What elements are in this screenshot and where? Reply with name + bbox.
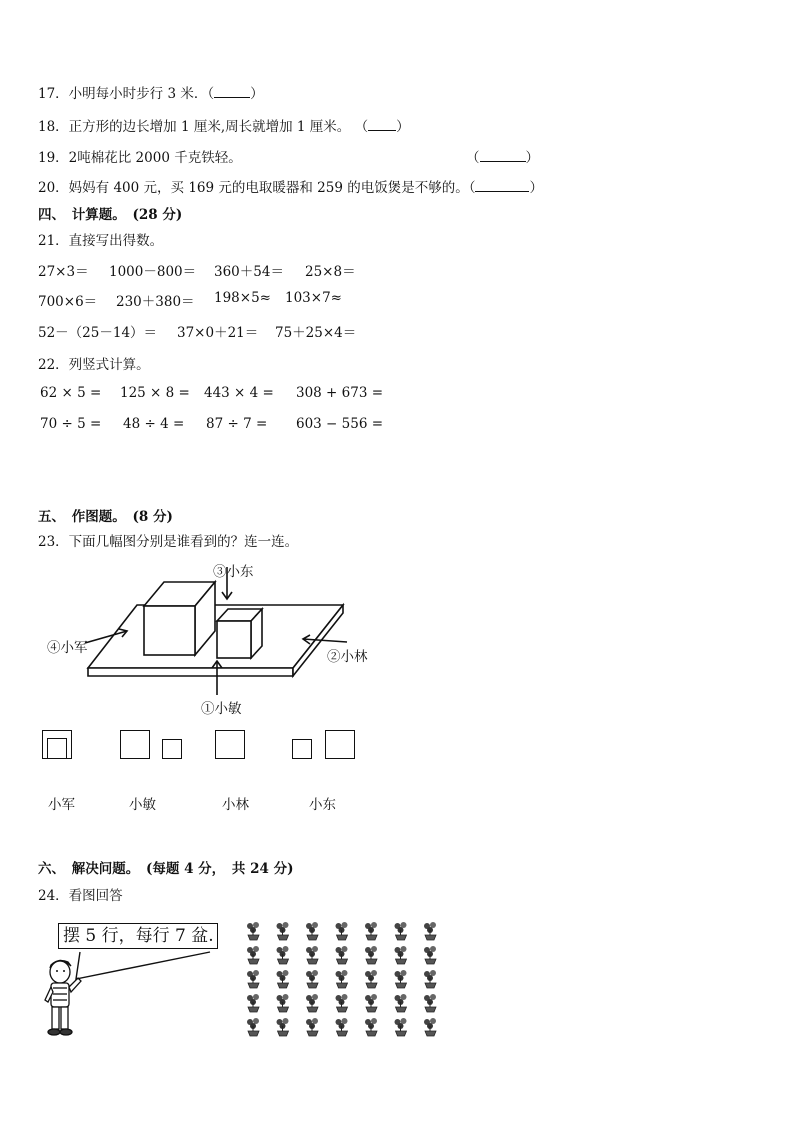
judge-item-18 <box>38 115 410 135</box>
q21-title: 21．直接写出得数。 <box>38 233 164 249</box>
vertical-calc-item: 125 × 8 = <box>120 385 190 401</box>
vertical-calc-item: 87 ÷ 7 = <box>206 416 268 432</box>
judge-item-20-text: 20．妈妈有 400 元，买 169 元的电取暖器和 259 的电饭煲是不够的。（ <box>38 180 476 196</box>
flower-pot-icon <box>247 994 259 1012</box>
flower-pot-icon <box>365 922 377 940</box>
viewer-top-label: ③小东 <box>213 564 254 580</box>
flower-pot-icon <box>277 1018 289 1036</box>
q21-row-2 <box>38 290 758 310</box>
q24-title: 24．看图回答 <box>38 888 123 904</box>
q21-row-1 <box>38 260 758 280</box>
answer-blank[interactable] <box>214 85 250 98</box>
q22-row-2 <box>38 416 758 436</box>
flower-pot-icon <box>395 970 407 988</box>
oral-calc-item: 37×0＋21＝ <box>177 325 259 341</box>
flower-pot-icon <box>424 922 436 940</box>
q22-row-1 <box>38 385 758 405</box>
paren-close: ） <box>396 119 410 135</box>
answer-blank[interactable] <box>480 149 526 162</box>
viewer-left-label: ④小军 <box>47 640 88 656</box>
judge-item-19-answer <box>466 146 539 166</box>
vertical-calc-item: 70 ÷ 5 = <box>40 416 102 432</box>
flower-pot-icon <box>395 994 407 1012</box>
flower-pot-icon <box>365 946 377 964</box>
big-cube-front <box>144 606 195 655</box>
oral-calc-item: 52－（25－14）＝ <box>38 325 158 341</box>
answer-blank[interactable] <box>475 179 529 192</box>
flower-pot-icon <box>365 994 377 1012</box>
speech-bubble: 摆 5 行，每行 7 盆. <box>58 923 218 949</box>
paren-close: ） <box>529 180 543 196</box>
flower-pot-icon <box>306 922 318 940</box>
flower-pot-icon <box>424 994 436 1012</box>
small-cube-front <box>217 621 251 658</box>
flower-pot-icon <box>306 970 318 988</box>
oral-calc-item: 360＋54＝ <box>214 264 284 280</box>
section-4-title: 四、 计算题。 (28 分) <box>38 207 183 223</box>
oral-calc-item: 25×8＝ <box>305 264 356 280</box>
flower-pot-icon <box>247 922 259 940</box>
vertical-calc-item: 62 × 5 = <box>40 385 102 401</box>
oral-calc-item: 198×5≈ <box>214 290 271 306</box>
vertical-calc-item: 443 × 4 = <box>204 385 274 401</box>
viewer-right-label: ②小林 <box>327 649 368 665</box>
section-5-title: 五、 作图题。 (8 分) <box>38 509 173 525</box>
q21-row-3 <box>38 321 758 341</box>
view-xiaolin[interactable] <box>215 730 245 759</box>
flower-pot-icon <box>395 1018 407 1036</box>
flower-pot-grid <box>238 918 438 1040</box>
flower-pot-icon <box>306 994 318 1012</box>
view-label: 小敏 <box>129 797 156 813</box>
judge-item-17-text: 17．小明每小时步行 3 米．（ <box>38 86 215 102</box>
oral-calc-item: 1000－800＝ <box>109 264 197 280</box>
answer-blank[interactable] <box>368 118 396 131</box>
judge-item-18-text: 18．正方形的边长增加 1 厘米,周长就增加 1 厘米。 （ <box>38 119 369 135</box>
paren-close: ） <box>525 150 539 166</box>
flower-pot-icon <box>365 1018 377 1036</box>
flower-pot-icon <box>277 946 289 964</box>
flower-pot-icon <box>306 946 318 964</box>
flower-pot-icon <box>277 922 289 940</box>
oral-calc-item: 700×6＝ <box>38 294 98 310</box>
flower-pot-icon <box>365 970 377 988</box>
flower-pot-icon <box>306 1018 318 1036</box>
judge-item-20 <box>38 176 543 196</box>
flower-pot-icon <box>336 946 348 964</box>
flower-pot-icon <box>336 970 348 988</box>
vertical-calc-item: 308 + 673 = <box>296 385 384 401</box>
view-xiaojun[interactable] <box>42 730 72 759</box>
flower-pot-icon <box>247 1018 259 1036</box>
view-xiaodong-big[interactable] <box>325 730 355 759</box>
section-6-title: 六、 解决问题。 (每题 4 分， 共 24 分) <box>38 861 294 877</box>
view-xiaodong-small[interactable] <box>292 739 312 759</box>
flower-pot-icon <box>277 970 289 988</box>
speech-tail <box>70 944 220 984</box>
judge-item-19 <box>38 146 242 166</box>
flower-pot-icon <box>395 922 407 940</box>
view-label: 小东 <box>309 797 336 813</box>
oral-calc-item: 75＋25×4＝ <box>275 325 357 341</box>
oral-calc-item: 27×3＝ <box>38 264 89 280</box>
flower-pot-icon <box>424 1018 436 1036</box>
board-front <box>88 668 293 676</box>
flower-pot-icon <box>277 994 289 1012</box>
view-xiaomin-big[interactable] <box>120 730 150 759</box>
flower-pot-icon <box>336 922 348 940</box>
vertical-calc-item: 48 ÷ 4 = <box>123 416 185 432</box>
view-xiaomin-small[interactable] <box>162 739 182 759</box>
flower-pot-icon <box>395 946 407 964</box>
flower-pot-icon <box>424 946 436 964</box>
vertical-calc-item: 603 − 556 = <box>296 416 384 432</box>
judge-item-17 <box>38 82 264 102</box>
paren-close: ） <box>250 86 264 102</box>
flower-pot-icon <box>247 970 259 988</box>
view-label: 小林 <box>222 797 249 813</box>
flower-pot-icon <box>336 1018 348 1036</box>
flower-pot-icon <box>424 970 436 988</box>
paren-open: （ <box>466 150 480 166</box>
viewer-front-label: ①小敏 <box>201 701 242 717</box>
judge-item-19-text: 19．2吨棉花比 2000 千克铁轻。 <box>38 150 242 166</box>
flower-pot-icon <box>336 994 348 1012</box>
q23-title: 23．下面几幅图分别是谁看到的？连一连。 <box>38 534 299 550</box>
oral-calc-item: 103×7≈ <box>285 290 342 306</box>
q22-title: 22．列竖式计算。 <box>38 357 150 373</box>
view-label: 小军 <box>48 797 75 813</box>
flower-pot-icon <box>247 946 259 964</box>
oral-calc-item: 230＋380＝ <box>116 294 195 310</box>
